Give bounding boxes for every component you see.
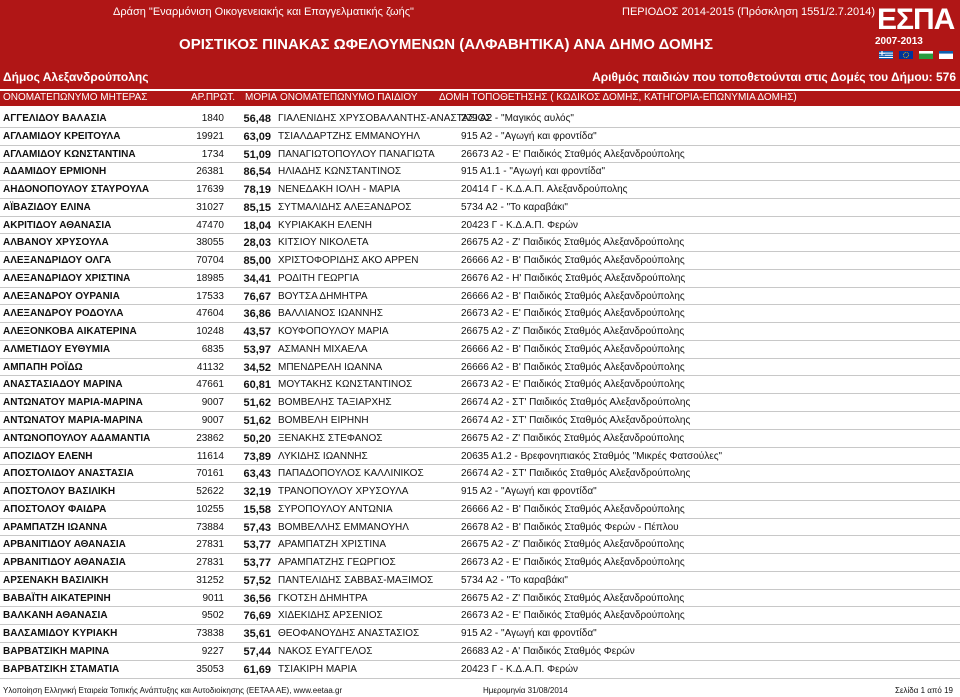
row-protocol: 11614	[196, 450, 224, 462]
row-points: 57,43	[243, 521, 271, 534]
row-unit: 26675 Α2 - Ζ' Παιδικός Σταθμός Αλεξανδρούπολης	[461, 539, 685, 551]
row-points: 28,03	[243, 237, 271, 250]
row-protocol: 9227	[201, 645, 224, 657]
row-protocol: 9007	[201, 397, 224, 409]
row-mother: ΑΛΕΞΑΝΔΡΟΥ ΡΟΔΟΥΛΑ	[3, 308, 124, 320]
row-points: 85,15	[243, 201, 271, 214]
row-mother: ΑΝΤΩΝΑΤΟΥ ΜΑΡΙΑ-ΜΑΡΙΝΑ	[3, 415, 143, 427]
row-protocol: 31252	[196, 574, 224, 586]
row-unit: 915 Α2 - "Αγωγή και φροντίδα"	[461, 628, 597, 640]
row-protocol: 10248	[196, 326, 224, 338]
project-name: Δράση "Εναρμόνιση Οικογενειακής και Επαγγελματικής ζωής"	[113, 6, 414, 18]
table-row	[0, 217, 960, 235]
table-row	[0, 519, 960, 537]
row-unit: 26666 Α2 - Β' Παιδικός Σταθμός Αλεξανδρούπολης	[461, 343, 685, 355]
row-mother: ΑΝΑΣΤΑΣΙΑΔΟΥ ΜΑΡΙΝΑ	[3, 379, 123, 391]
row-points: 85,00	[243, 255, 271, 268]
row-unit: 26666 Α2 - Β' Παιδικός Σταθμός Αλεξανδρούπολης	[461, 361, 685, 373]
row-points: 86,54	[243, 166, 271, 179]
row-child: ΓΙΑΛΕΝΙΔΗΣ ΧΡΥΣΟΒΑΛΑΝΤΗΣ-ΑΝΑΣΤΑΣΙΟΣ	[278, 113, 492, 124]
table-row	[0, 412, 960, 430]
row-mother: ΑΠΟΣΤΟΛΟΥ ΒΑΣΙΛΙΚΗ	[3, 486, 116, 498]
row-mother: ΑΓΛΑΜΙΔΟΥ ΚΡΕΙΤΟΥΛΑ	[3, 130, 121, 142]
row-protocol: 26381	[196, 166, 224, 178]
row-protocol: 23862	[196, 432, 224, 444]
row-mother: ΑΝΤΩΝΑΤΟΥ ΜΑΡΙΑ-ΜΑΡΙΝΑ	[3, 397, 143, 409]
row-points: 53,77	[243, 557, 271, 570]
row-unit: 915 Α1.1 - "Αγωγή και φροντίδα"	[461, 166, 606, 178]
row-points: 78,19	[243, 184, 271, 197]
table-row	[0, 536, 960, 554]
row-mother: ΒΑΡΒΑΤΣΙΚΗ ΣΤΑΜΑΤΙΑ	[3, 663, 120, 675]
row-mother: ΒΑΡΒΑΤΣΙΚΗ ΜΑΡΙΝΑ	[3, 645, 110, 657]
row-unit: 26675 Α2 - Ζ' Παιδικός Σταθμός Αλεξανδρούπολης	[461, 432, 685, 444]
row-protocol: 73838	[196, 628, 224, 640]
row-points: 35,61	[243, 628, 271, 641]
row-mother: ΑΡΣΕΝΑΚΗ ΒΑΣΙΛΙΚΗ	[3, 574, 109, 586]
municipality-name: Δήμος Αλεξανδρούπολης	[3, 70, 149, 84]
row-unit: 26666 Α2 - Β' Παιδικός Σταθμός Αλεξανδρούπολης	[461, 290, 685, 302]
row-points: 36,56	[243, 592, 271, 605]
row-unit: 26673 Α2 - Ε' Παιδικός Σταθμός Αλεξανδρούπολης	[461, 148, 685, 160]
row-child: ΝΕΝΕΔΑΚΗ ΙΟΛΗ - ΜΑΡΙΑ	[278, 184, 401, 196]
row-unit: 20423 Γ - Κ.Δ.Α.Π. Φερών	[461, 663, 579, 675]
children-count: Αριθμός παιδιών που τοποθετούνται στις Δομές του Δήμου: 576	[592, 70, 956, 84]
row-mother: ΑΓΓΕΛΙΔΟΥ ΒΑΛΑΣΙΑ	[3, 113, 107, 124]
row-protocol: 47470	[196, 219, 224, 231]
row-points: 60,81	[243, 379, 271, 392]
row-protocol: 27831	[196, 539, 224, 551]
table-row	[0, 110, 960, 128]
row-protocol: 47604	[196, 308, 224, 320]
row-child: ΒΟΜΒΕΛΛΗΣ ΕΜΜΑΝΟΥΗΛ	[278, 521, 409, 533]
row-unit: 26674 Α2 - ΣΤ' Παιδικός Σταθμός Αλεξανδρούπολης	[461, 415, 691, 427]
row-unit: 26666 Α2 - Β' Παιδικός Σταθμός Αλεξανδρούπολης	[461, 503, 685, 515]
row-child: ΣΥΡΟΠΟΥΛΟΥ ΑΝΤΩΝΙΑ	[278, 503, 393, 515]
table-row	[0, 430, 960, 448]
row-child: ΒΑΛΛΙΑΝΟΣ ΙΩΑΝΝΗΣ	[278, 308, 383, 320]
row-points: 34,41	[243, 272, 271, 285]
espa-logo-years: 2007-2013	[875, 36, 923, 47]
column-protocol: ΑΡ.ΠΡΩΤ.	[191, 92, 235, 103]
column-points: ΜΟΡΙΑ	[245, 92, 278, 103]
table-row	[0, 394, 960, 412]
row-child: ΓΚΟΤΣΗ ΔΗΜΗΤΡΑ	[278, 592, 368, 604]
row-child: ΒΟΜΒΕΛΗ ΕΙΡΗΝΗ	[278, 415, 369, 427]
row-unit: 26675 Α2 - Ζ' Παιδικός Σταθμός Αλεξανδρούπολης	[461, 592, 685, 604]
row-points: 43,57	[243, 326, 271, 339]
beneficiaries-table	[0, 110, 960, 679]
row-protocol: 10255	[196, 503, 224, 515]
row-unit: 26673 Α2 - Ε' Παιδικός Σταθμός Αλεξανδρούπολης	[461, 610, 685, 622]
row-child: ΒΟΥΤΣΑ ΔΗΜΗΤΡΑ	[278, 290, 368, 302]
row-child: ΒΟΜΒΕΛΗΣ ΤΑΞΙΑΡΧΗΣ	[278, 397, 392, 409]
row-unit: 26683 Α2 - Α' Παιδικός Σταθμός Φερών	[461, 645, 635, 657]
row-protocol: 17639	[196, 184, 224, 196]
row-child: ΑΡΑΜΠΑΤΖΗΣ ΓΕΩΡΓΙΟΣ	[278, 557, 396, 569]
row-mother: ΑΡΒΑΝΙΤΙΔΟΥ ΑΘΑΝΑΣΙΑ	[3, 557, 126, 569]
table-row	[0, 572, 960, 590]
row-mother: ΑΓΛΑΜΙΔΟΥ ΚΩΝΣΤΑΝΤΙΝΑ	[3, 148, 136, 160]
table-row	[0, 323, 960, 341]
row-mother: ΑΔΑΜΙΔΟΥ ΕΡΜΙΟΝΗ	[3, 166, 107, 178]
row-mother: ΒΑΒΑΪΤΗ ΑΙΚΑΤΕΡΙΝΗ	[3, 592, 111, 604]
row-protocol: 9502	[201, 610, 224, 622]
row-protocol: 6835	[201, 343, 224, 355]
row-mother: ΑΡΑΜΠΑΤΖΗ ΙΩΑΝΝΑ	[3, 521, 108, 533]
row-protocol: 18985	[196, 272, 224, 284]
table-row	[0, 252, 960, 270]
row-child: ΤΣΙΑΛΔΑΡΤΖΗΣ ΕΜΜΑΝΟΥΗΛ	[278, 130, 421, 142]
row-child: ΑΡΑΜΠΑΤΖΗ ΧΡΙΣΤΙΝΑ	[278, 539, 387, 551]
row-mother: ΑΛΕΞΟΝΚΟΒΑ ΑΙΚΑΤΕΡΙΝΑ	[3, 326, 137, 338]
row-mother: ΑΚΡΙΤΙΔΟΥ ΑΘΑΝΑΣΙΑ	[3, 219, 112, 231]
table-row	[0, 376, 960, 394]
row-child: ΜΠΕΝΔΡΕΛΗ ΙΩΑΝΝΑ	[278, 361, 383, 373]
row-protocol: 70704	[196, 255, 224, 267]
row-unit: 26678 Α2 - Β' Παιδικός Σταθμός Φερών - Πέπλου	[461, 521, 679, 533]
row-mother: ΑΡΒΑΝΙΤΙΔΟΥ ΑΘΑΝΑΣΙΑ	[3, 539, 126, 551]
table-row	[0, 341, 960, 359]
table-row	[0, 625, 960, 643]
row-protocol: 19921	[196, 130, 224, 142]
column-child: ΟΝΟΜΑΤΕΠΩΝΥΜΟ ΠΑΙΔΙΟΥ	[280, 92, 418, 103]
row-protocol: 31027	[196, 201, 224, 213]
table-row	[0, 448, 960, 466]
row-unit: 20423 Γ - Κ.Δ.Α.Π. Φερών	[461, 219, 579, 231]
flags-icon	[873, 47, 955, 57]
row-points: 15,58	[243, 503, 271, 516]
table-row	[0, 607, 960, 625]
table-row	[0, 643, 960, 661]
row-protocol: 35053	[196, 663, 224, 675]
column-header-bar	[0, 91, 960, 106]
row-child: ΛΥΚΙΔΗΣ ΙΩΑΝΝΗΣ	[278, 450, 368, 462]
row-points: 34,52	[243, 361, 271, 374]
row-points: 56,48	[243, 113, 271, 125]
row-child: ΚΙΤΣΙΟΥ ΝΙΚΟΛΕΤΑ	[278, 237, 369, 249]
row-child: ΘΕΟΦΑΝΟΥΔΗΣ ΑΝΑΣΤΑΣΙΟΣ	[278, 628, 420, 640]
row-mother: ΑΠΟΣΤΟΛΙΔΟΥ ΑΝΑΣΤΑΣΙΑ	[3, 468, 134, 480]
row-mother: ΑΝΤΩΝΟΠΟΥΛΟΥ ΑΔΑΜΑΝΤΙΑ	[3, 432, 151, 444]
row-points: 50,20	[243, 432, 271, 445]
row-child: ΚΥΡΙΑΚΑΚΗ ΕΛΕΝΗ	[278, 219, 372, 231]
row-protocol: 52622	[196, 486, 224, 498]
row-mother: ΑΛΕΞΑΝΔΡΟΥ ΟΥΡΑΝΙΑ	[3, 290, 120, 302]
row-mother: ΑΛΕΞΑΝΔΡΙΔΟΥ ΧΡΙΣΤΙΝΑ	[3, 272, 131, 284]
project-period: ΠΕΡΙΟΔΟΣ 2014-2015 (Πρόσκληση 1551/2.7.2014)	[622, 6, 876, 18]
table-row	[0, 661, 960, 679]
row-protocol: 70161	[196, 468, 224, 480]
row-mother: ΑΜΠΑΠΗ ΡΟΪΔΩ	[3, 361, 83, 373]
row-points: 36,86	[243, 308, 271, 321]
row-protocol: 41132	[196, 361, 224, 373]
row-unit: 5734 Α2 - "Το καραβάκι"	[461, 574, 568, 586]
column-mother: ΟΝΟΜΑΤΕΠΩΝΥΜΟ ΜΗΤΕΡΑΣ	[3, 92, 148, 103]
row-child: ΧΡΙΣΤΟΦΟΡΙΔΗΣ ΑΚΟ ΑΡΡΕΝ	[278, 255, 419, 267]
row-unit: 26674 Α2 - ΣΤ' Παιδικός Σταθμός Αλεξανδρούπολης	[461, 397, 691, 409]
row-child: ΠΑΝΑΓΙΩΤΟΠΟΥΛΟΥ ΠΑΝΑΓΙΩΤΑ	[278, 148, 435, 160]
row-mother: ΑΗΔΟΝΟΠΟΥΛΟΥ ΣΤΑΥΡΟΥΛΑ	[3, 184, 150, 196]
row-mother: ΑΠΟΖΙΔΟΥ ΕΛΕΝΗ	[3, 450, 93, 462]
row-protocol: 17533	[196, 290, 224, 302]
table-row	[0, 128, 960, 146]
column-unit: ΔΟΜΗ ΤΟΠΟΘΕΤΗΣΗΣ ( ΚΩΔΙΚΟΣ ΔΟΜΗΣ, ΚΑΤΗΓΟΡΙΑ-ΕΠΩΝΥΜΙΑ ΔΟΜΗΣ)	[439, 92, 797, 103]
table-row	[0, 181, 960, 199]
row-mother: ΑΛΜΕΤΙΔΟΥ ΕΥΘΥΜΙΑ	[3, 343, 111, 355]
table-row	[0, 590, 960, 608]
row-points: 76,69	[243, 610, 271, 623]
row-protocol: 9007	[201, 415, 224, 427]
table-row	[0, 501, 960, 519]
row-points: 53,97	[243, 343, 271, 356]
row-unit: 26675 Α2 - Ζ' Παιδικός Σταθμός Αλεξανδρούπολης	[461, 237, 685, 249]
row-protocol: 38055	[196, 237, 224, 249]
row-child: ΤΣΙΑΚΙΡΗ ΜΑΡΙΑ	[278, 663, 357, 675]
table-row	[0, 359, 960, 377]
espa-logo-name: ΕΣΠΑ	[877, 3, 955, 36]
table-row	[0, 465, 960, 483]
row-child: ΤΡΑΝΟΠΟΥΛΟΥ ΧΡΥΣΟΥΛΑ	[278, 486, 409, 498]
row-unit: 26676 Α2 - Η' Παιδικός Σταθμός Αλεξανδρούπολης	[461, 272, 686, 284]
row-child: ΑΣΜΑΝΗ ΜΙΧΑΕΛΑ	[278, 343, 368, 355]
row-points: 57,44	[243, 645, 271, 658]
table-row	[0, 146, 960, 164]
table-row	[0, 199, 960, 217]
row-child: ΜΟΥΤΑΚΗΣ ΚΩΝΣΤΑΝΤΙΝΟΣ	[278, 379, 413, 391]
row-unit: 26673 Α2 - Ε' Παιδικός Σταθμός Αλεξανδρούπολης	[461, 308, 685, 320]
row-child: ΚΟΥΦΟΠΟΥΛΟΥ ΜΑΡΙΑ	[278, 326, 389, 338]
row-mother: ΒΑΛΣΑΜΙΔΟΥ ΚΥΡΙΑΚΗ	[3, 628, 118, 640]
row-points: 53,77	[243, 539, 271, 552]
row-unit: 26675 Α2 - Ζ' Παιδικός Σταθμός Αλεξανδρούπολης	[461, 326, 685, 338]
espa-logo	[871, 3, 957, 59]
row-protocol: 1734	[201, 148, 224, 160]
row-unit: 26673 Α2 - Ε' Παιδικός Σταθμός Αλεξανδρούπολης	[461, 557, 685, 569]
table-row	[0, 483, 960, 501]
row-child: ΗΛΙΑΔΗΣ ΚΩΝΣΤΑΝΤΙΝΟΣ	[278, 166, 402, 178]
row-points: 76,67	[243, 290, 271, 303]
row-unit: 26674 Α2 - ΣΤ' Παιδικός Σταθμός Αλεξανδρούπολης	[461, 468, 691, 480]
row-points: 57,52	[243, 574, 271, 587]
table-row	[0, 163, 960, 181]
row-mother: ΑΠΟΣΤΟΛΟΥ ΦΑΙΔΡΑ	[3, 503, 107, 515]
table-row	[0, 554, 960, 572]
row-protocol: 47661	[196, 379, 224, 391]
report-title: ΟΡΙΣΤΙΚΟΣ ΠΙΝΑΚΑΣ ΩΦΕΛΟΥΜΕΝΩΝ (ΑΛΦΑΒΗΤΙΚΑ) ΑΝΑ ΔΗΜΟ ΔΟΜΗΣ	[179, 36, 713, 53]
row-unit: 915 Α2 - "Αγωγή και φροντίδα"	[461, 486, 597, 498]
footer-date: Ημερομηνία 31/08/2014	[483, 686, 568, 695]
row-child: ΠΑΝΤΕΛΙΔΗΣ ΣΑΒΒΑΣ-ΜΑΞΙΜΟΣ	[278, 574, 434, 586]
row-mother: ΑΛΕΞΑΝΔΡΙΔΟΥ ΟΛΓΑ	[3, 255, 112, 267]
row-protocol: 1840	[201, 113, 224, 124]
row-mother: ΒΑΛΚΑΝΗ ΑΘΑΝΑΣΙΑ	[3, 610, 108, 622]
row-unit: 20635 Α1.2 - Βρεφονηπιακός Σταθμός "Μικρές Φατσούλες"	[461, 450, 723, 462]
row-child: ΝΑΚΟΣ ΕΥΑΓΓΕΛΟΣ	[278, 645, 373, 657]
table-row	[0, 305, 960, 323]
row-mother: ΑΪΒΑΖΙΔΟΥ ΕΛΙΝΑ	[3, 201, 91, 213]
table-row	[0, 288, 960, 306]
row-points: 51,62	[243, 415, 271, 428]
row-points: 51,09	[243, 148, 271, 161]
row-child: ΡΟΔΙΤΗ ΓΕΩΡΓΙΑ	[278, 272, 360, 284]
row-points: 63,43	[243, 468, 271, 481]
row-protocol: 27831	[196, 557, 224, 569]
row-unit: 5734 Α2 - "Το καραβάκι"	[461, 201, 568, 213]
footer-page: Σελίδα 1 από 19	[895, 686, 953, 695]
page-footer	[0, 684, 960, 697]
row-points: 63,09	[243, 130, 271, 143]
report-header	[0, 0, 960, 89]
table-row	[0, 234, 960, 252]
row-child: ΠΑΠΑΔΟΠΟΥΛΟΣ ΚΑΛΛΙΝΙΚΟΣ	[278, 468, 424, 480]
row-unit: 26673 Α2 - Ε' Παιδικός Σταθμός Αλεξανδρούπολης	[461, 379, 685, 391]
row-unit: 26666 Α2 - Β' Παιδικός Σταθμός Αλεξανδρούπολης	[461, 255, 685, 267]
footer-credit: Υλοποίηση Ελληνική Εταιρεία Τοπικής Ανάπτυξης και Αυτοδιοίκησης (ΕΕΤΑΑ ΑΕ), www.eetaa.gr	[3, 686, 343, 695]
row-points: 73,89	[243, 450, 271, 463]
row-points: 51,62	[243, 397, 271, 410]
row-protocol: 73884	[196, 521, 224, 533]
row-unit: 279 Α2 - "Μαγικός αυλός"	[461, 113, 574, 124]
row-child: ΧΙΔΕΚΙΔΗΣ ΑΡΣΕΝΙΟΣ	[278, 610, 383, 622]
row-child: ΣΥΤΜΑΛΙΔΗΣ ΑΛΕΞΑΝΔΡΟΣ	[278, 201, 412, 213]
row-unit: 915 Α2 - "Αγωγή και φροντίδα"	[461, 130, 597, 142]
row-points: 32,19	[243, 486, 271, 499]
row-protocol: 9011	[202, 592, 224, 604]
table-row	[0, 270, 960, 288]
row-unit: 20414 Γ - Κ.Δ.Α.Π. Αλεξανδρούπολης	[461, 184, 628, 196]
row-child: ΞΕΝΑΚΗΣ ΣΤΕΦΑΝΟΣ	[278, 432, 383, 444]
row-points: 18,04	[243, 219, 271, 232]
row-mother: ΑΛΒΑΝΟΥ ΧΡΥΣΟΥΛΑ	[3, 237, 109, 249]
row-points: 61,69	[243, 663, 271, 676]
